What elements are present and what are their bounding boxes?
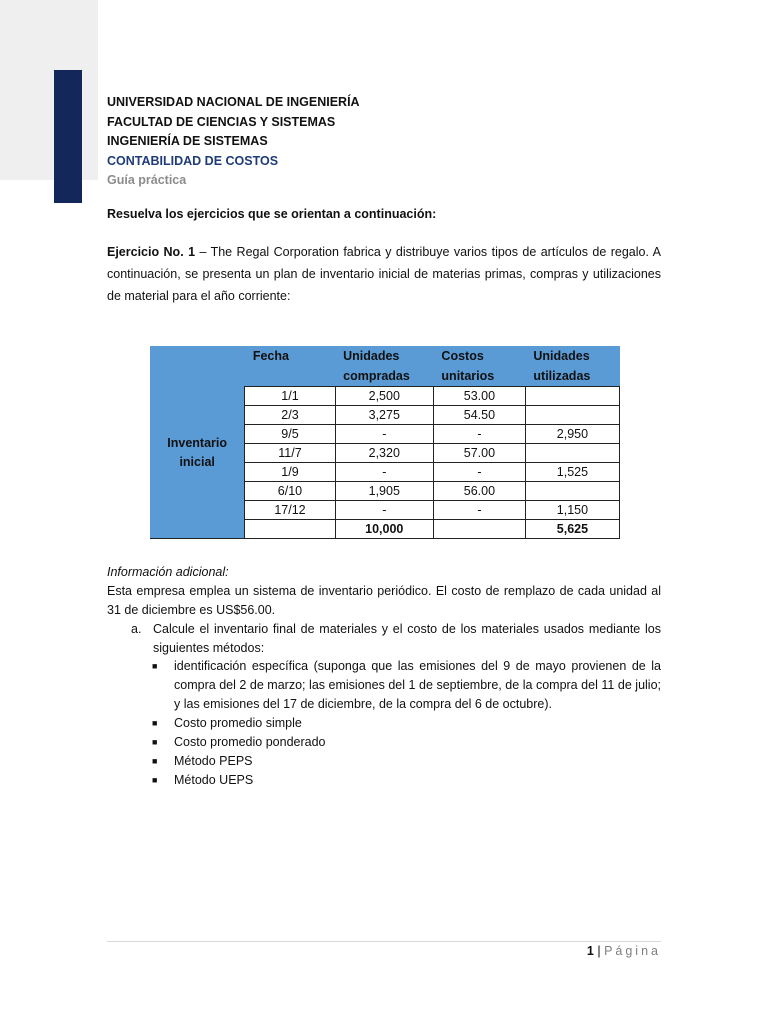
method-text: Método PEPS <box>174 754 253 768</box>
cell-compradas: - <box>335 425 433 444</box>
cell-costo: - <box>433 501 525 520</box>
table-row <box>150 387 620 406</box>
header-unidades-compradas: Unidades compradas <box>335 346 433 387</box>
bullet-icon: ■ <box>152 661 158 671</box>
table-corner <box>150 346 245 387</box>
list-item <box>152 771 661 790</box>
totals-side <box>150 520 245 539</box>
method-text: Costo promedio ponderado <box>174 735 326 749</box>
header-fecha: Fecha <box>245 346 335 387</box>
method-text: Método UEPS <box>174 773 254 787</box>
header-costos-unitarios: Costos unitarios <box>433 346 525 387</box>
cell-costo: 56.00 <box>433 482 525 501</box>
exercise-label: Ejercicio No. 1 <box>107 245 196 259</box>
page-footer <box>587 944 661 958</box>
cell-utilizadas <box>525 387 619 406</box>
table-header-row <box>150 346 620 387</box>
total-compradas: 10,000 <box>335 520 433 539</box>
cell-utilizadas <box>525 482 619 501</box>
cell-costo: - <box>433 425 525 444</box>
cell-compradas: - <box>335 501 433 520</box>
faculty-name: FACULTAD DE CIENCIAS Y SISTEMAS <box>107 114 336 129</box>
bullet-icon: ■ <box>152 756 158 766</box>
task-text: Calcule el inventario final de materiales y el costo de los materiales usados mediante los siguientes métodos: <box>153 622 661 655</box>
method-text: identificación específica (suponga que las emisiones del 9 de mayo provienen de la compra del 2 de marzo; las emisiones del 1 de septiembre, de la compra del 11 de julio; y las emisiones del 17 de diciembre, de la compra del 6 de octubre). <box>174 659 661 711</box>
cell-compradas: 2,500 <box>335 387 433 406</box>
exercise-statement <box>107 241 661 307</box>
cell-utilizadas <box>525 444 619 463</box>
university-name: UNIVERSIDAD NACIONAL DE INGENIERÍA <box>107 95 360 109</box>
cell-costo: 54.50 <box>433 406 525 425</box>
bullet-icon: ■ <box>152 775 158 785</box>
cell-costo: 53.00 <box>433 387 525 406</box>
cell-fecha: 2/3 <box>245 406 335 425</box>
additional-info-title: Información adicional: <box>107 565 229 579</box>
list-item <box>152 657 661 714</box>
instructions: Resuelva los ejercicios que se orientan a continuación: <box>107 207 437 221</box>
cell-compradas: - <box>335 463 433 482</box>
list-item <box>152 714 661 733</box>
bullet-icon: ■ <box>152 737 158 747</box>
cell-costo: - <box>433 463 525 482</box>
task-a <box>107 620 661 658</box>
bullet-icon: ■ <box>152 718 158 728</box>
footer-separator: | <box>597 944 601 958</box>
cell-fecha: 1/1 <box>245 387 335 406</box>
document-header <box>107 93 360 191</box>
page-label: Página <box>604 944 661 958</box>
inventory-table <box>150 346 620 539</box>
cell-fecha: 1/9 <box>245 463 335 482</box>
additional-info <box>107 563 661 620</box>
cell-fecha: 11/7 <box>245 444 335 463</box>
totals-row <box>150 520 620 539</box>
header-unidades-utilizadas: Unidades utilizadas <box>525 346 619 387</box>
cell-fecha: 6/10 <box>245 482 335 501</box>
accent-bar <box>54 70 82 203</box>
list-item <box>152 752 661 771</box>
page-number: 1 <box>586 944 594 958</box>
cell-utilizadas: 1,525 <box>525 463 619 482</box>
cell-utilizadas: 1,150 <box>525 501 619 520</box>
cell-utilizadas: 2,950 <box>525 425 619 444</box>
cell-compradas: 2,320 <box>335 444 433 463</box>
program-name: INGENIERÍA DE SISTEMAS <box>107 134 268 148</box>
total-costo <box>433 520 525 539</box>
cell-fecha: 9/5 <box>245 425 335 444</box>
course-name: CONTABILIDAD DE COSTOS <box>107 153 279 168</box>
footer-divider <box>107 941 661 942</box>
cell-costo: 57.00 <box>433 444 525 463</box>
cell-fecha: 17/12 <box>245 501 335 520</box>
list-item <box>152 733 661 752</box>
document-subtitle: Guía práctica <box>107 173 187 187</box>
total-utilizadas: 5,625 <box>525 520 619 539</box>
cell-utilizadas <box>525 406 619 425</box>
side-label: Inventario inicial <box>150 387 245 520</box>
method-text: Costo promedio simple <box>174 716 302 730</box>
methods-list <box>152 657 661 790</box>
cell-compradas: 3,275 <box>335 406 433 425</box>
additional-info-text: Esta empresa emplea un sistema de inventario periódico. El costo de remplazo de cada unidad al 31 de diciembre es US$56.00. <box>107 584 661 617</box>
total-fecha <box>245 520 335 539</box>
task-letter: a. <box>131 622 142 636</box>
cell-compradas: 1,905 <box>335 482 433 501</box>
corner-decoration <box>0 0 98 180</box>
exercise-text: – The Regal Corporation fabrica y distribuye varios tipos de artículos de regalo. A continuación, se presenta un plan de inventario inicial de materias primas, compras y utilizaciones de material para el año corriente: <box>107 245 661 303</box>
